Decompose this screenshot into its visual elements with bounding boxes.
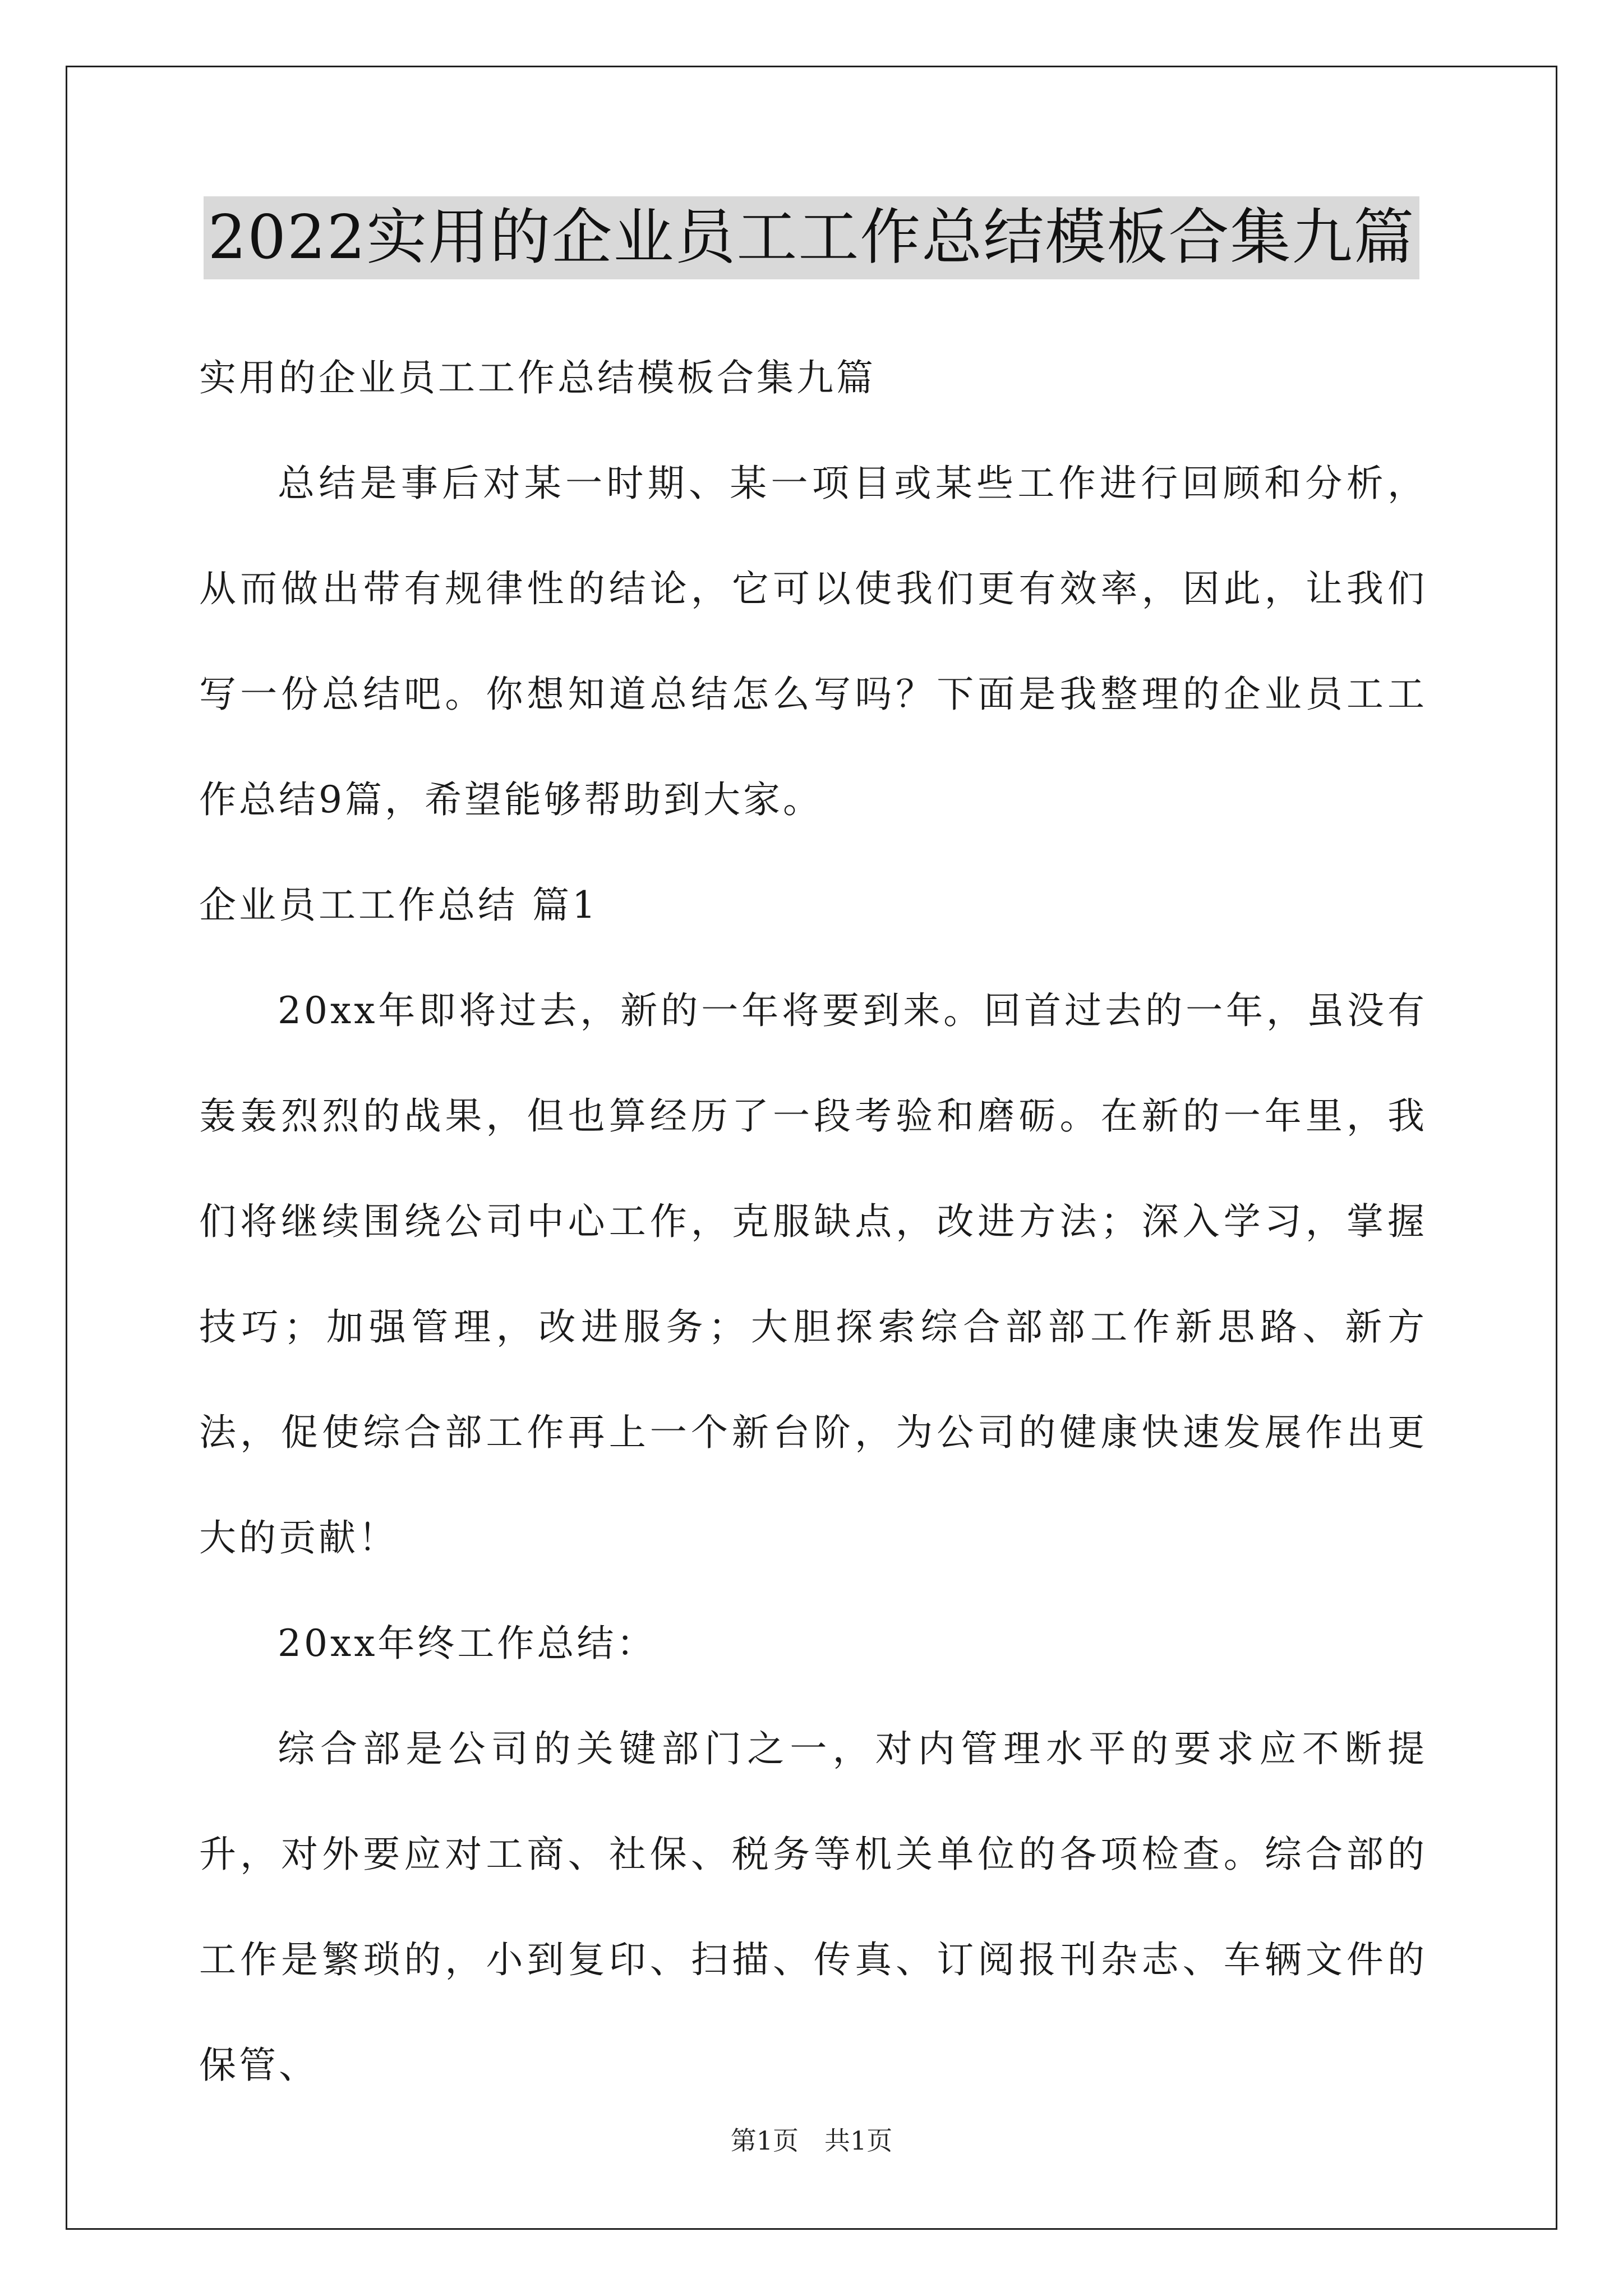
section-heading: 企业员工工作总结 篇1 xyxy=(199,884,598,927)
body-paragraph: 综合部是公司的关键部门之一，对内管理水平的要求应不断提升，对外要应对工商、社保、税务等机关单位的各项检查。综合部的工作是繁琐的，小到复印、扫描、传真、订阅报刊杂志、车辆文件的保管、 xyxy=(199,1727,1427,2087)
intro-paragraph: 总结是事后对某一时期、某一项目或某些工作进行回顾和分析，从而做出带有规律性的结论，它可以使我们更有效率，因此，让我们写一份总结吧。你想知道总结怎么写吗？下面是我整理的企业员工工作总结9篇，希望能够帮助到大家。 xyxy=(199,462,1427,821)
page-footer: 第1页 共1页 xyxy=(730,2125,893,2156)
subtitle-paragraph: 实用的企业员工工作总结模板合集九篇 xyxy=(199,356,876,399)
title-container xyxy=(0,196,1623,279)
subheading-paragraph: 20xx年终工作总结： xyxy=(278,1622,657,1665)
document-title: 2022实用的企业员工工作总结模板合集九篇 xyxy=(204,196,1420,279)
document-body xyxy=(199,325,1427,2118)
body-paragraph: 20xx年即将过去，新的一年将要到来。回首过去的一年，虽没有轰轰烈烈的战果，但也算经历了一段考验和磨砺。在新的一年里，我们将继续围绕公司中心工作，克服缺点，改进方法；深入学习，掌握技巧；加强管理，改进服务；大胆探索综合部部工作新思路、新方法，促使综合部工作再上一个新台阶，为公司的健康快速发展作出更大的贡献！ xyxy=(199,989,1427,1559)
